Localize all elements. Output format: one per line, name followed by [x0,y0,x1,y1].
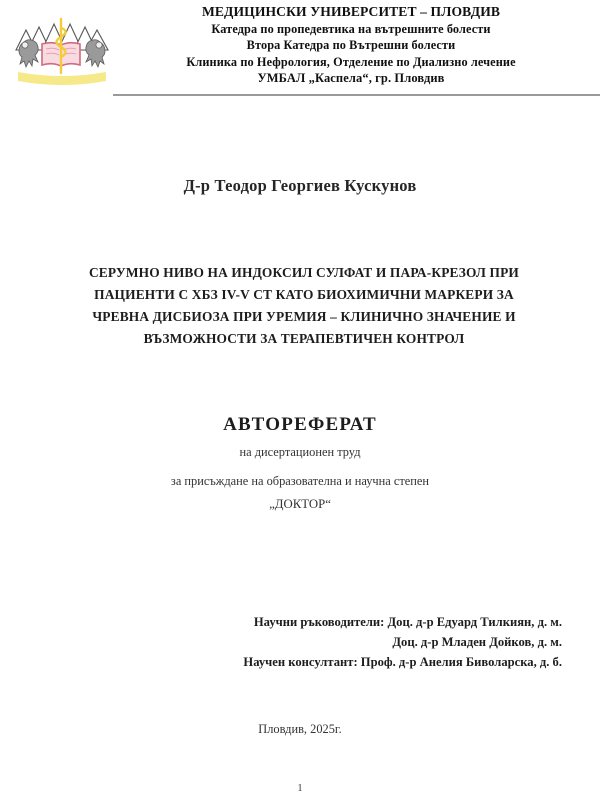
header-divider [113,94,600,96]
supervisors-block [0,612,562,672]
dissertation-title [54,262,554,350]
header-line-nephrology-clinic: Клиника по Нефрология, Отделение по Диализно лечение [186,54,516,69]
title-line: СЕРУМНО НИВО НА ИНДОКСИЛ СУЛФАТ И ПАРА-КРЕЗОЛ ПРИ [88,265,519,280]
university-logo [10,2,114,92]
university-coat-of-arms-logo [12,6,112,92]
header-line-department-propedeutics: Катедра по пропедевтика на вътрешните болести [211,22,491,37]
work-type-degree-name: „ДОКТОР“ [269,497,331,511]
header-institution-text [114,2,588,87]
city-and-year: Пловдив, 2025г. [258,722,342,736]
page-number: 1 [297,782,303,794]
title-line: ПАЦИЕНТИ С ХБЗ IV-V СТ КАТО БИОХИМИЧНИ МАРКЕРИ ЗА [94,287,514,302]
work-type-subtitle-dissertation: на дисертационен труд [239,445,361,459]
consultant-line: Научен консултант: Проф. д-р Анелия Биволарска, д. б. [243,655,562,669]
title-line: ВЪЗМОЖНОСТИ ЗА ТЕРАПЕВТИЧЕН КОНТРОЛ [143,331,465,346]
header-line-hospital: УМБАЛ „Каспела“, гр. Пловдив [257,71,445,86]
page-header [0,0,600,92]
work-type-heading: АВТОРЕФЕРАТ [223,414,377,435]
supervisor-line-secondary: Доц. д-р Младен Дойков, д. м. [392,635,562,649]
author-name: Д-р Теодор Георгиев Кускунов [183,176,417,195]
header-line-second-department: Втора Катедра по Вътрешни болести [246,38,456,53]
header-line-university: МЕДИЦИНСКИ УНИВЕРСИТЕТ – ПЛОВДИВ [201,4,501,19]
work-type-subtitle-degree-award: за присъждане на образователна и научна степен [170,474,430,488]
supervisor-line-primary: Научни ръководители: Доц. д-р Едуард Тилкиян, д. м. [253,615,562,629]
title-line: ЧРЕВНА ДИСБИОЗА ПРИ УРЕМИЯ – КЛИНИЧНО ЗНАЧЕНИЕ И [92,309,516,324]
